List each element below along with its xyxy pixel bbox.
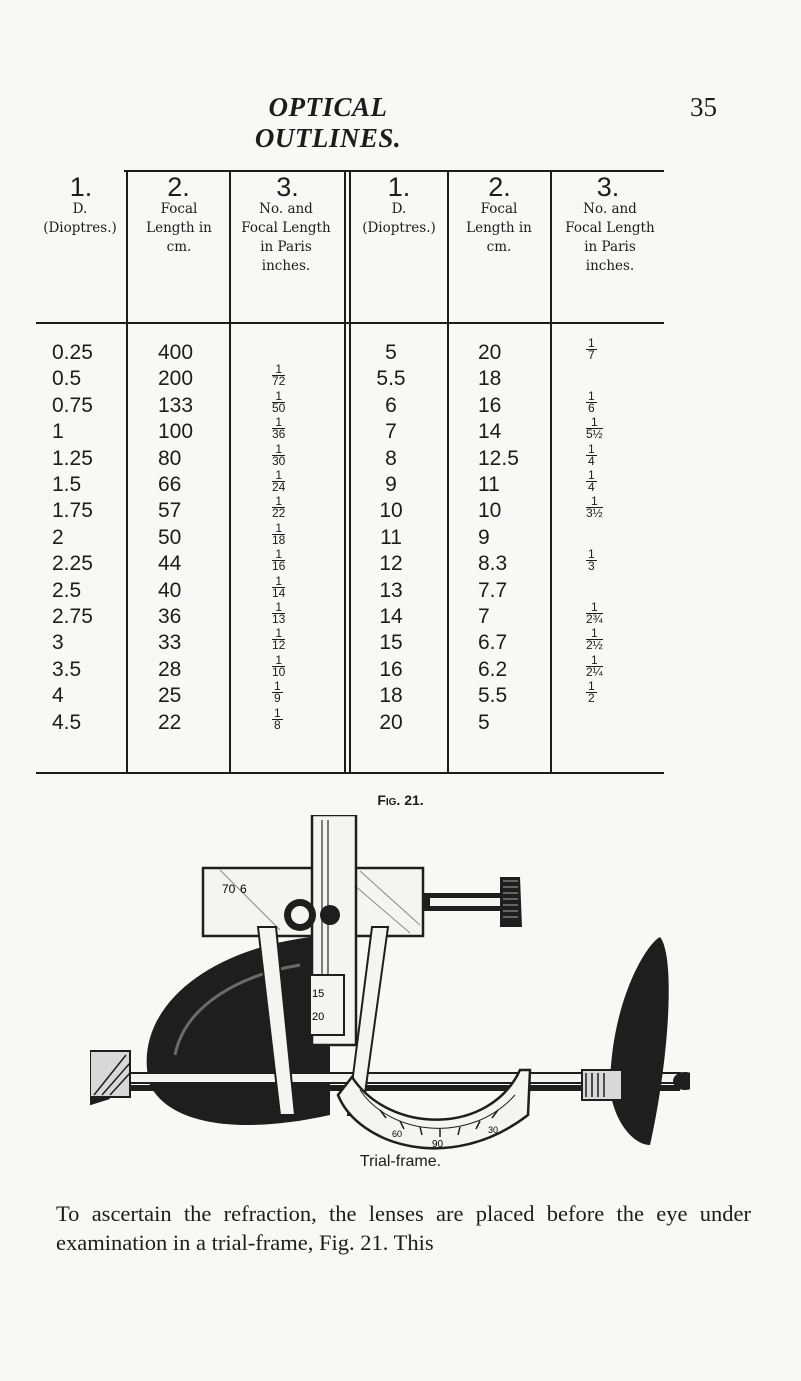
fraction-denominator: 16 xyxy=(272,559,286,574)
column-divider xyxy=(349,172,351,772)
fraction-numerator: 1 xyxy=(272,444,285,456)
paris-inch-fraction xyxy=(586,681,597,704)
dioptre-cell: 20 xyxy=(379,710,403,734)
fraction-numerator: 1 xyxy=(272,549,285,561)
paris-inch-fraction xyxy=(272,705,283,732)
fraction-numerator: 1 xyxy=(272,364,285,376)
fraction-denominator: 2¾ xyxy=(586,612,603,626)
fraction-numerator: 1 xyxy=(588,679,595,694)
scale-label-side: 15 xyxy=(312,988,325,1000)
right-clamp xyxy=(582,1070,622,1100)
focal-length-cell: 10 xyxy=(478,499,502,523)
dioptre-cell: 12 xyxy=(379,552,403,576)
focal-length-cell: 133 xyxy=(158,393,194,417)
paris-inch-fraction xyxy=(272,470,285,493)
fraction-numerator: 1 xyxy=(588,388,595,403)
fraction-denominator: 30 xyxy=(272,453,286,468)
fraction-numerator: 1 xyxy=(272,470,285,482)
dioptre-cell: 1.75 xyxy=(52,499,93,523)
dioptre-cell: 3 xyxy=(52,631,64,655)
focal-length-cell: 7.7 xyxy=(478,578,508,602)
body-paragraph: To ascertain the refraction, the lenses are placed before the eye under examination in a trial-frame, Fig. 21. This xyxy=(56,1201,751,1255)
fraction-numerator: 1 xyxy=(586,602,603,614)
fraction-denominator: 4 xyxy=(588,453,595,468)
trial-frame-drawing xyxy=(90,815,690,1160)
column-number: 1. xyxy=(69,172,93,202)
focal-length-cell: 80 xyxy=(158,446,182,470)
focal-length-cell: 12.5 xyxy=(478,446,519,470)
fraction-numerator: 1 xyxy=(274,705,281,720)
column-divider xyxy=(447,172,449,772)
column-number: 3. xyxy=(276,172,299,202)
dioptre-cell: 6 xyxy=(385,393,397,417)
scale-label-top: 6 xyxy=(240,882,247,896)
left-lens-shell xyxy=(147,935,330,1125)
dioptre-cell: 2.75 xyxy=(52,605,93,628)
column-number: 3. xyxy=(596,172,620,202)
paris-inch-fraction xyxy=(272,388,286,415)
running-head: OPTICAL OUTLINES. xyxy=(254,92,402,153)
paris-inch-fraction xyxy=(586,549,597,572)
column-number: 1. xyxy=(387,172,411,202)
focal-length-cell: 57 xyxy=(158,499,182,523)
fraction-denominator: 8 xyxy=(274,717,281,732)
dioptre-cell: 14 xyxy=(379,605,403,628)
column-number: 2. xyxy=(167,172,190,202)
fraction-denominator: 22 xyxy=(272,506,286,521)
fraction-numerator: 1 xyxy=(588,441,595,456)
paris-inch-fraction xyxy=(586,338,597,361)
scale-label-top: 70 xyxy=(222,882,236,896)
fraction-denominator: 12 xyxy=(272,638,286,653)
focal-length-cell: 40 xyxy=(158,578,182,602)
dioptre-cell: 1 xyxy=(52,420,64,444)
adjust-knob xyxy=(500,877,522,927)
fraction-denominator: 4 xyxy=(588,480,595,494)
paris-inch-fraction xyxy=(272,417,285,440)
fraction-denominator: 18 xyxy=(272,532,286,547)
dioptre-cell: 4 xyxy=(52,684,64,708)
column-divider xyxy=(126,172,128,772)
fraction-denominator: 2 xyxy=(588,691,595,706)
dioptre-cell: 13 xyxy=(379,578,403,602)
fraction-denominator: 3½ xyxy=(586,506,603,521)
paris-inch-fraction xyxy=(272,549,285,572)
nose-slider xyxy=(310,975,344,1035)
scale-label-arc: 60 xyxy=(392,1129,403,1139)
fraction-denominator: 2½ xyxy=(586,638,603,653)
focal-length-cell: 5 xyxy=(478,710,490,734)
trial-frame-illustration xyxy=(90,815,690,1164)
paris-inch-fraction xyxy=(586,652,603,679)
paris-inch-fraction xyxy=(272,602,285,625)
fraction-numerator: 1 xyxy=(272,576,285,588)
fraction-numerator: 1 xyxy=(588,468,595,482)
focal-length-cell: 11 xyxy=(478,473,500,496)
focal-length-cell: 100 xyxy=(158,420,194,444)
dioptre-cell: 15 xyxy=(379,631,403,655)
focal-length-cell: 200 xyxy=(158,367,194,391)
column-header: D. (Dioptres.) xyxy=(43,201,117,236)
dioptre-cell: 9 xyxy=(385,473,397,496)
paris-inch-fraction xyxy=(272,364,285,387)
fraction-denominator: 13 xyxy=(272,612,286,626)
dioptre-cell: 0.25 xyxy=(52,341,93,364)
paris-inch-fraction xyxy=(272,652,286,679)
fraction-denominator: 5½ xyxy=(586,427,603,442)
fraction-denominator: 10 xyxy=(272,664,286,679)
fraction-denominator: 6 xyxy=(588,400,595,415)
fraction-numerator: 1 xyxy=(272,523,285,535)
paris-inch-fraction xyxy=(272,681,283,704)
fraction-numerator: 1 xyxy=(586,417,603,429)
dioptre-cell: 16 xyxy=(379,657,403,681)
fraction-denominator: 9 xyxy=(274,691,281,706)
pivot-screw-right xyxy=(320,905,340,925)
paris-inch-fraction xyxy=(586,388,597,415)
paris-inch-fraction xyxy=(586,470,597,493)
dioptre-cell: 5 xyxy=(385,341,397,364)
focal-length-cell: 9 xyxy=(478,525,490,549)
column-header: Focal Length in cm. xyxy=(466,201,532,255)
column-header: D. (Dioptres.) xyxy=(362,201,436,236)
focal-length-cell: 6.2 xyxy=(478,657,508,681)
focal-length-cell: 44 xyxy=(158,552,182,576)
fraction-denominator: 3 xyxy=(588,559,595,574)
fraction-numerator: 1 xyxy=(272,391,285,403)
table-bottom-rule xyxy=(36,772,664,774)
dioptre-cell: 0.75 xyxy=(52,393,93,417)
dioptre-cell: 18 xyxy=(379,684,403,708)
dioptre-cell: 5.5 xyxy=(376,367,406,391)
fraction-denominator: 36 xyxy=(272,427,286,442)
paris-inch-fraction xyxy=(586,417,603,440)
fraction-numerator: 1 xyxy=(272,417,285,429)
fraction-numerator: 1 xyxy=(586,628,603,640)
focal-length-cell: 5.5 xyxy=(478,684,508,708)
focal-length-cell: 20 xyxy=(478,341,502,364)
dioptre-cell: 2 xyxy=(52,525,64,549)
column-header: No. and Focal Length in Paris inches. xyxy=(241,201,331,274)
figure-caption: Trial-frame. xyxy=(359,1153,442,1170)
fraction-denominator: 7 xyxy=(588,348,595,362)
dioptre-cell: 7 xyxy=(385,420,397,444)
fraction-denominator: 14 xyxy=(272,585,286,600)
fraction-denominator: 2¼ xyxy=(586,664,603,679)
page-number: 35 xyxy=(690,92,717,122)
right-lens-shell xyxy=(610,937,669,1145)
focal-length-cell: 14 xyxy=(478,420,502,444)
paris-inch-fraction xyxy=(586,628,603,651)
dioptre-cell: 2.5 xyxy=(52,578,82,602)
focal-length-cell: 50 xyxy=(158,525,182,549)
fraction-numerator: 1 xyxy=(274,679,281,694)
fraction-denominator: 24 xyxy=(272,480,286,494)
dioptre-cell: 11 xyxy=(380,525,402,549)
focal-length-cell: 36 xyxy=(158,605,182,628)
paris-inch-fraction xyxy=(586,441,597,468)
scale-label-side: 20 xyxy=(312,1011,325,1023)
focal-length-cell: 400 xyxy=(158,341,194,364)
paris-inch-fraction xyxy=(272,573,286,600)
fraction-numerator: 1 xyxy=(272,496,285,508)
fraction-denominator: 50 xyxy=(272,400,286,415)
fraction-numerator: 1 xyxy=(586,496,603,508)
paris-inch-fraction xyxy=(586,602,603,625)
fraction-numerator: 1 xyxy=(588,547,595,562)
dioptre-cell: 0.5 xyxy=(52,367,82,391)
scale-label-arc: 30 xyxy=(488,1125,499,1135)
focal-length-cell: 6.7 xyxy=(478,631,508,655)
dioptre-cell: 10 xyxy=(379,499,403,523)
focal-length-cell: 66 xyxy=(158,473,182,496)
focal-length-cell: 33 xyxy=(158,631,182,655)
paris-inch-fraction xyxy=(272,441,286,468)
focal-length-cell: 16 xyxy=(478,393,502,417)
focal-length-cell: 8.3 xyxy=(478,552,508,576)
paris-inch-fraction xyxy=(272,628,285,651)
focal-length-cell: 28 xyxy=(158,657,182,681)
focal-length-cell: 7 xyxy=(478,605,490,628)
focal-length-cell: 22 xyxy=(158,710,182,734)
paris-inch-fraction xyxy=(586,496,603,519)
dioptre-cell: 1.25 xyxy=(52,446,93,470)
column-header: Focal Length in cm. xyxy=(146,201,212,255)
fraction-numerator: 1 xyxy=(272,628,285,640)
fraction-numerator: 1 xyxy=(588,336,595,350)
fraction-numerator: 1 xyxy=(272,655,285,667)
dioptre-cell: 1.5 xyxy=(52,473,82,496)
scale-label-bottom: 90 xyxy=(432,1139,444,1150)
column-number: 2. xyxy=(488,172,511,202)
fraction-numerator: 1 xyxy=(272,602,285,614)
dioptre-cell: 2.25 xyxy=(52,552,93,576)
dioptre-cell: 3.5 xyxy=(52,657,82,681)
paris-inch-fraction xyxy=(272,520,286,547)
focal-length-cell: 18 xyxy=(478,367,502,391)
adjust-rod-core xyxy=(430,898,500,906)
dioptre-cell: 8 xyxy=(385,446,397,470)
fraction-numerator: 1 xyxy=(586,655,603,667)
paris-inch-fraction xyxy=(272,496,285,519)
column-header: No. and Focal Length in Paris inches. xyxy=(565,201,655,274)
fraction-denominator: 72 xyxy=(272,374,286,389)
focal-length-cell: 25 xyxy=(158,684,182,708)
figure-label: Fig. 21. xyxy=(377,792,424,808)
dioptre-cell: 4.5 xyxy=(52,710,82,734)
